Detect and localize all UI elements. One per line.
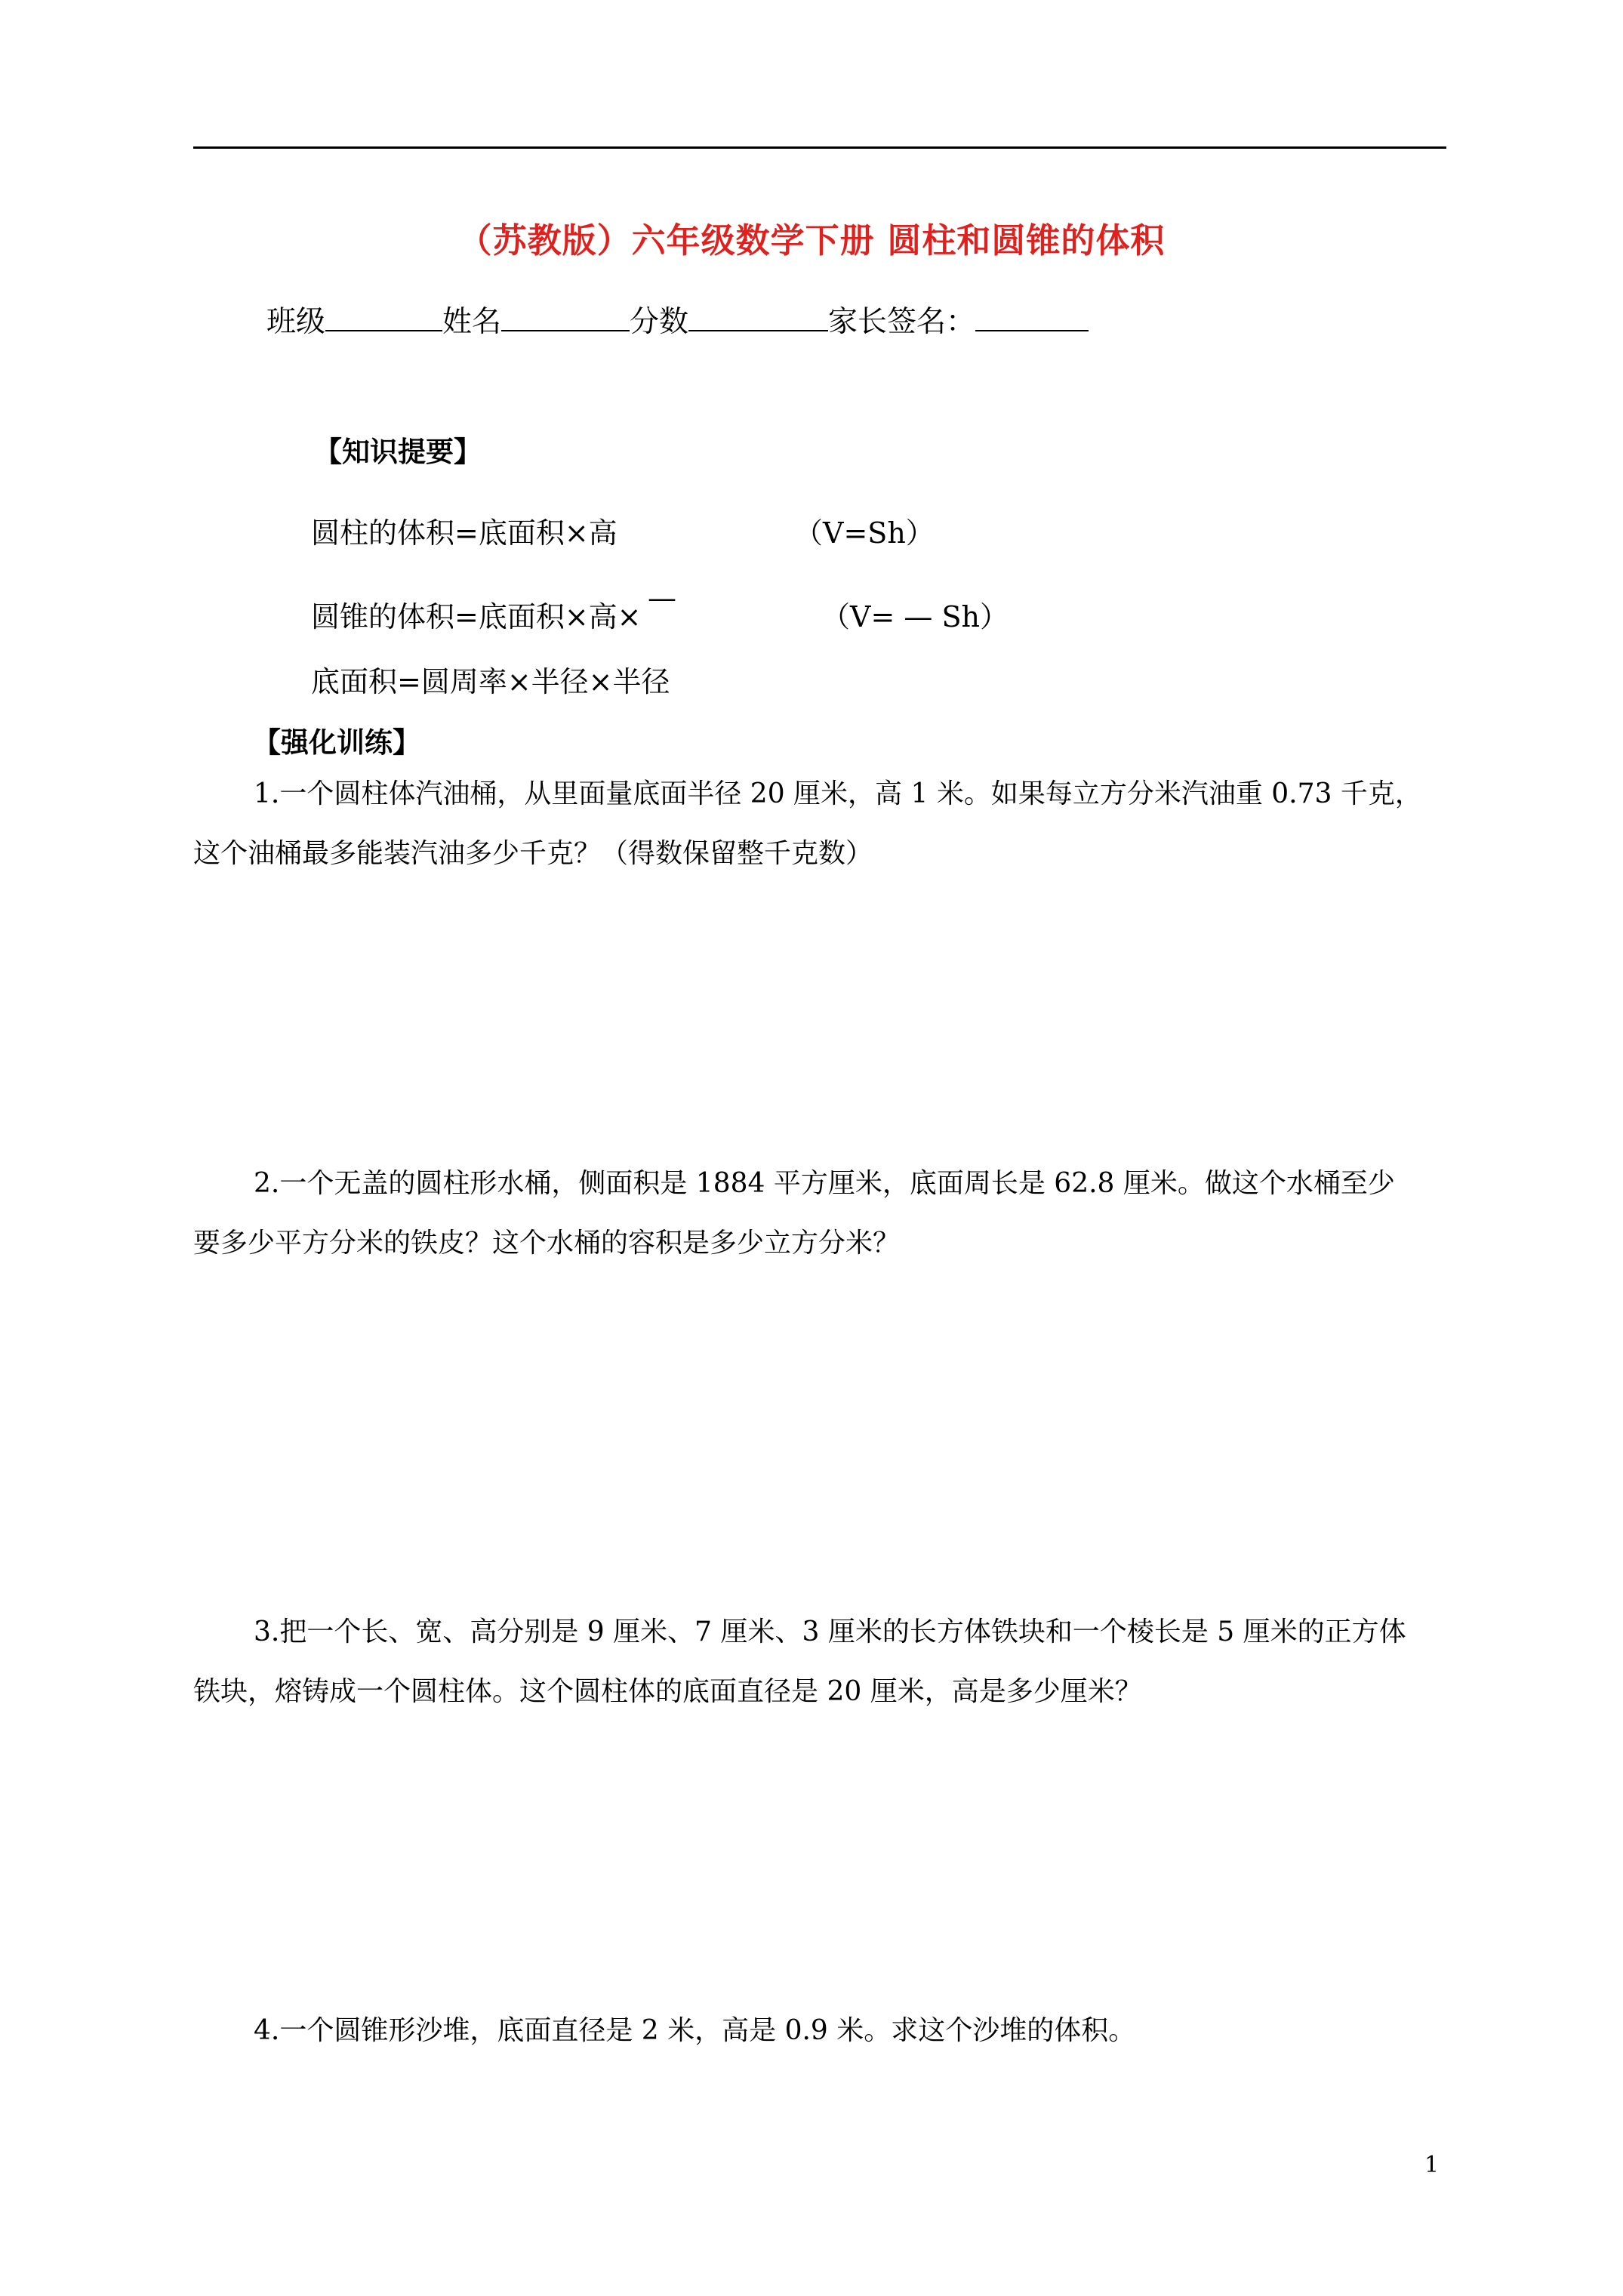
page-number: 1 bbox=[1424, 2152, 1440, 2178]
parent-signature-label: 家长签名： bbox=[828, 305, 976, 339]
score-label: 分数 bbox=[630, 305, 689, 339]
question-3-line-1: 3.把一个长、宽、高分别是 9 厘米、7 厘米、3 厘米的长方体铁块和一个棱长是 5 厘米的正方体 bbox=[254, 1616, 1406, 1647]
question-1-line-1: 1.一个圆柱体汽油桶，从里面量底面半径 20 厘米，高 1 米。如果每立方分米汽油重 0.73 千克， bbox=[254, 778, 1422, 809]
score-blank[interactable] bbox=[688, 307, 828, 331]
parent-signature-blank[interactable] bbox=[975, 307, 1089, 331]
name-blank[interactable] bbox=[501, 307, 630, 331]
question-3 bbox=[193, 1602, 1446, 1721]
knowledge-heading: 【知识提要】 bbox=[314, 435, 482, 468]
class-label: 班级 bbox=[266, 305, 326, 339]
question-1-line-2: 这个油桶最多能装汽油多少千克？（得数保留整千克数） bbox=[193, 838, 873, 869]
class-blank[interactable] bbox=[325, 307, 442, 331]
question-2-line-2: 要多少平方分米的铁皮？这个水桶的容积是多少立方分米？ bbox=[193, 1228, 901, 1259]
question-4-line-1: 4.一个圆锥形沙堆，底面直径是 2 米，高是 0.9 米。求这个沙堆的体积。 bbox=[254, 2015, 1136, 2046]
base-area-formula: 底面积=圆周率×半径×半径 bbox=[311, 665, 670, 698]
cylinder-formula-short: （V=Sh） bbox=[794, 516, 935, 550]
student-info-line bbox=[266, 298, 1089, 341]
cone-formula-text: 圆锥的体积=底面积×高× bbox=[311, 600, 642, 633]
question-4 bbox=[193, 2001, 1446, 2060]
question-2 bbox=[193, 1154, 1446, 1273]
question-2-line-1: 2.一个无盖的圆柱形水桶，侧面积是 1884 平方厘米，底面周长是 62.8 厘米。做这个水桶至少 bbox=[254, 1168, 1395, 1199]
practice-heading: 【强化训练】 bbox=[253, 726, 420, 759]
name-label: 姓名 bbox=[442, 305, 502, 339]
question-3-line-2: 铁块，熔铸成一个圆柱体。这个圆柱体的底面直径是 20 厘米，高是多少厘米？ bbox=[193, 1676, 1142, 1707]
cylinder-volume-formula bbox=[311, 510, 935, 551]
cone-formula-short: （V= — Sh） bbox=[821, 600, 1009, 633]
question-1 bbox=[193, 764, 1446, 883]
header-rule bbox=[193, 146, 1446, 149]
one-third-fraction-mark: — bbox=[648, 581, 676, 615]
page-title: （苏教版）六年级数学下册 圆柱和圆锥的体积 bbox=[457, 220, 1166, 260]
cone-volume-formula bbox=[311, 581, 1009, 635]
cylinder-formula-text: 圆柱的体积=底面积×高 bbox=[311, 516, 617, 550]
